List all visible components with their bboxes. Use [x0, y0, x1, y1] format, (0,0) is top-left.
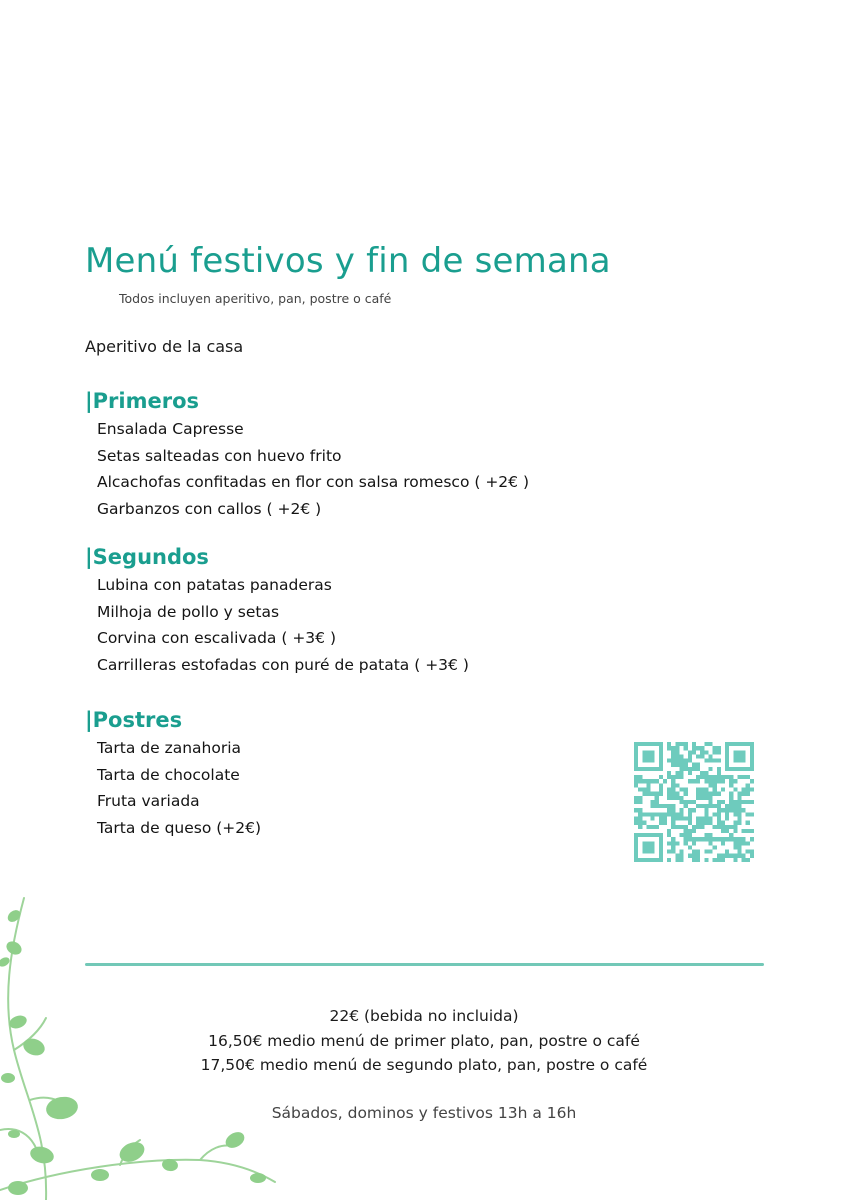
menu-item: Garbanzos con callos ( +2€ ): [97, 499, 322, 518]
section-divider: [85, 963, 764, 966]
menu-item: Tarta de chocolate: [97, 765, 240, 784]
postres-section: [85, 705, 261, 841]
menu-item: Corvina con escalivada ( +3€ ): [97, 629, 337, 647]
primeros-list: [85, 416, 529, 522]
price-line-full: 22€ (bebida no incluida): [329, 1007, 519, 1025]
price-line-half-segundo: 17,50€ medio menú de segundo plato, pan, postre o café: [200, 1056, 648, 1074]
menu-item: Lubina con patatas panaderas: [97, 576, 332, 594]
section-title-segundos: |Segundos: [85, 545, 209, 569]
menu-item: Tarta de queso (+2€): [97, 818, 262, 837]
menu-item: Carrilleras estofadas con puré de patata ( +3€ ): [97, 655, 469, 674]
aperitivo-line: Aperitivo de la casa: [85, 337, 244, 356]
schedule-text: Sábados, dominos y festivos 13h a 16h: [271, 1104, 577, 1122]
menu-subtitle: Todos incluyen aperitivo, pan, postre o café: [119, 291, 392, 306]
price-list: [0, 1004, 848, 1078]
qr-code-icon[interactable]: [634, 742, 754, 862]
menu-item: Tarta de zanahoria: [97, 739, 242, 757]
page-title: Menú festivos y fin de semana: [85, 240, 611, 281]
menu-item: Alcachofas confitadas en flor con salsa romesco ( +2€ ): [97, 473, 530, 491]
menu-item: Ensalada Capresse: [97, 420, 244, 438]
price-line-half-primero: 16,50€ medio menú de primer plato, pan, postre o café: [208, 1031, 640, 1050]
section-title-postres: |Postres: [85, 708, 183, 732]
primeros-section: [85, 386, 529, 522]
menu-item: Milhoja de pollo y setas: [97, 602, 280, 621]
menu-item: Fruta variada: [97, 792, 200, 810]
menu-item: Setas salteadas con huevo frito: [97, 446, 342, 465]
postres-list: [85, 735, 261, 841]
segundos-section: [85, 542, 469, 678]
segundos-list: [85, 572, 469, 678]
section-title-primeros: |Primeros: [85, 389, 200, 413]
